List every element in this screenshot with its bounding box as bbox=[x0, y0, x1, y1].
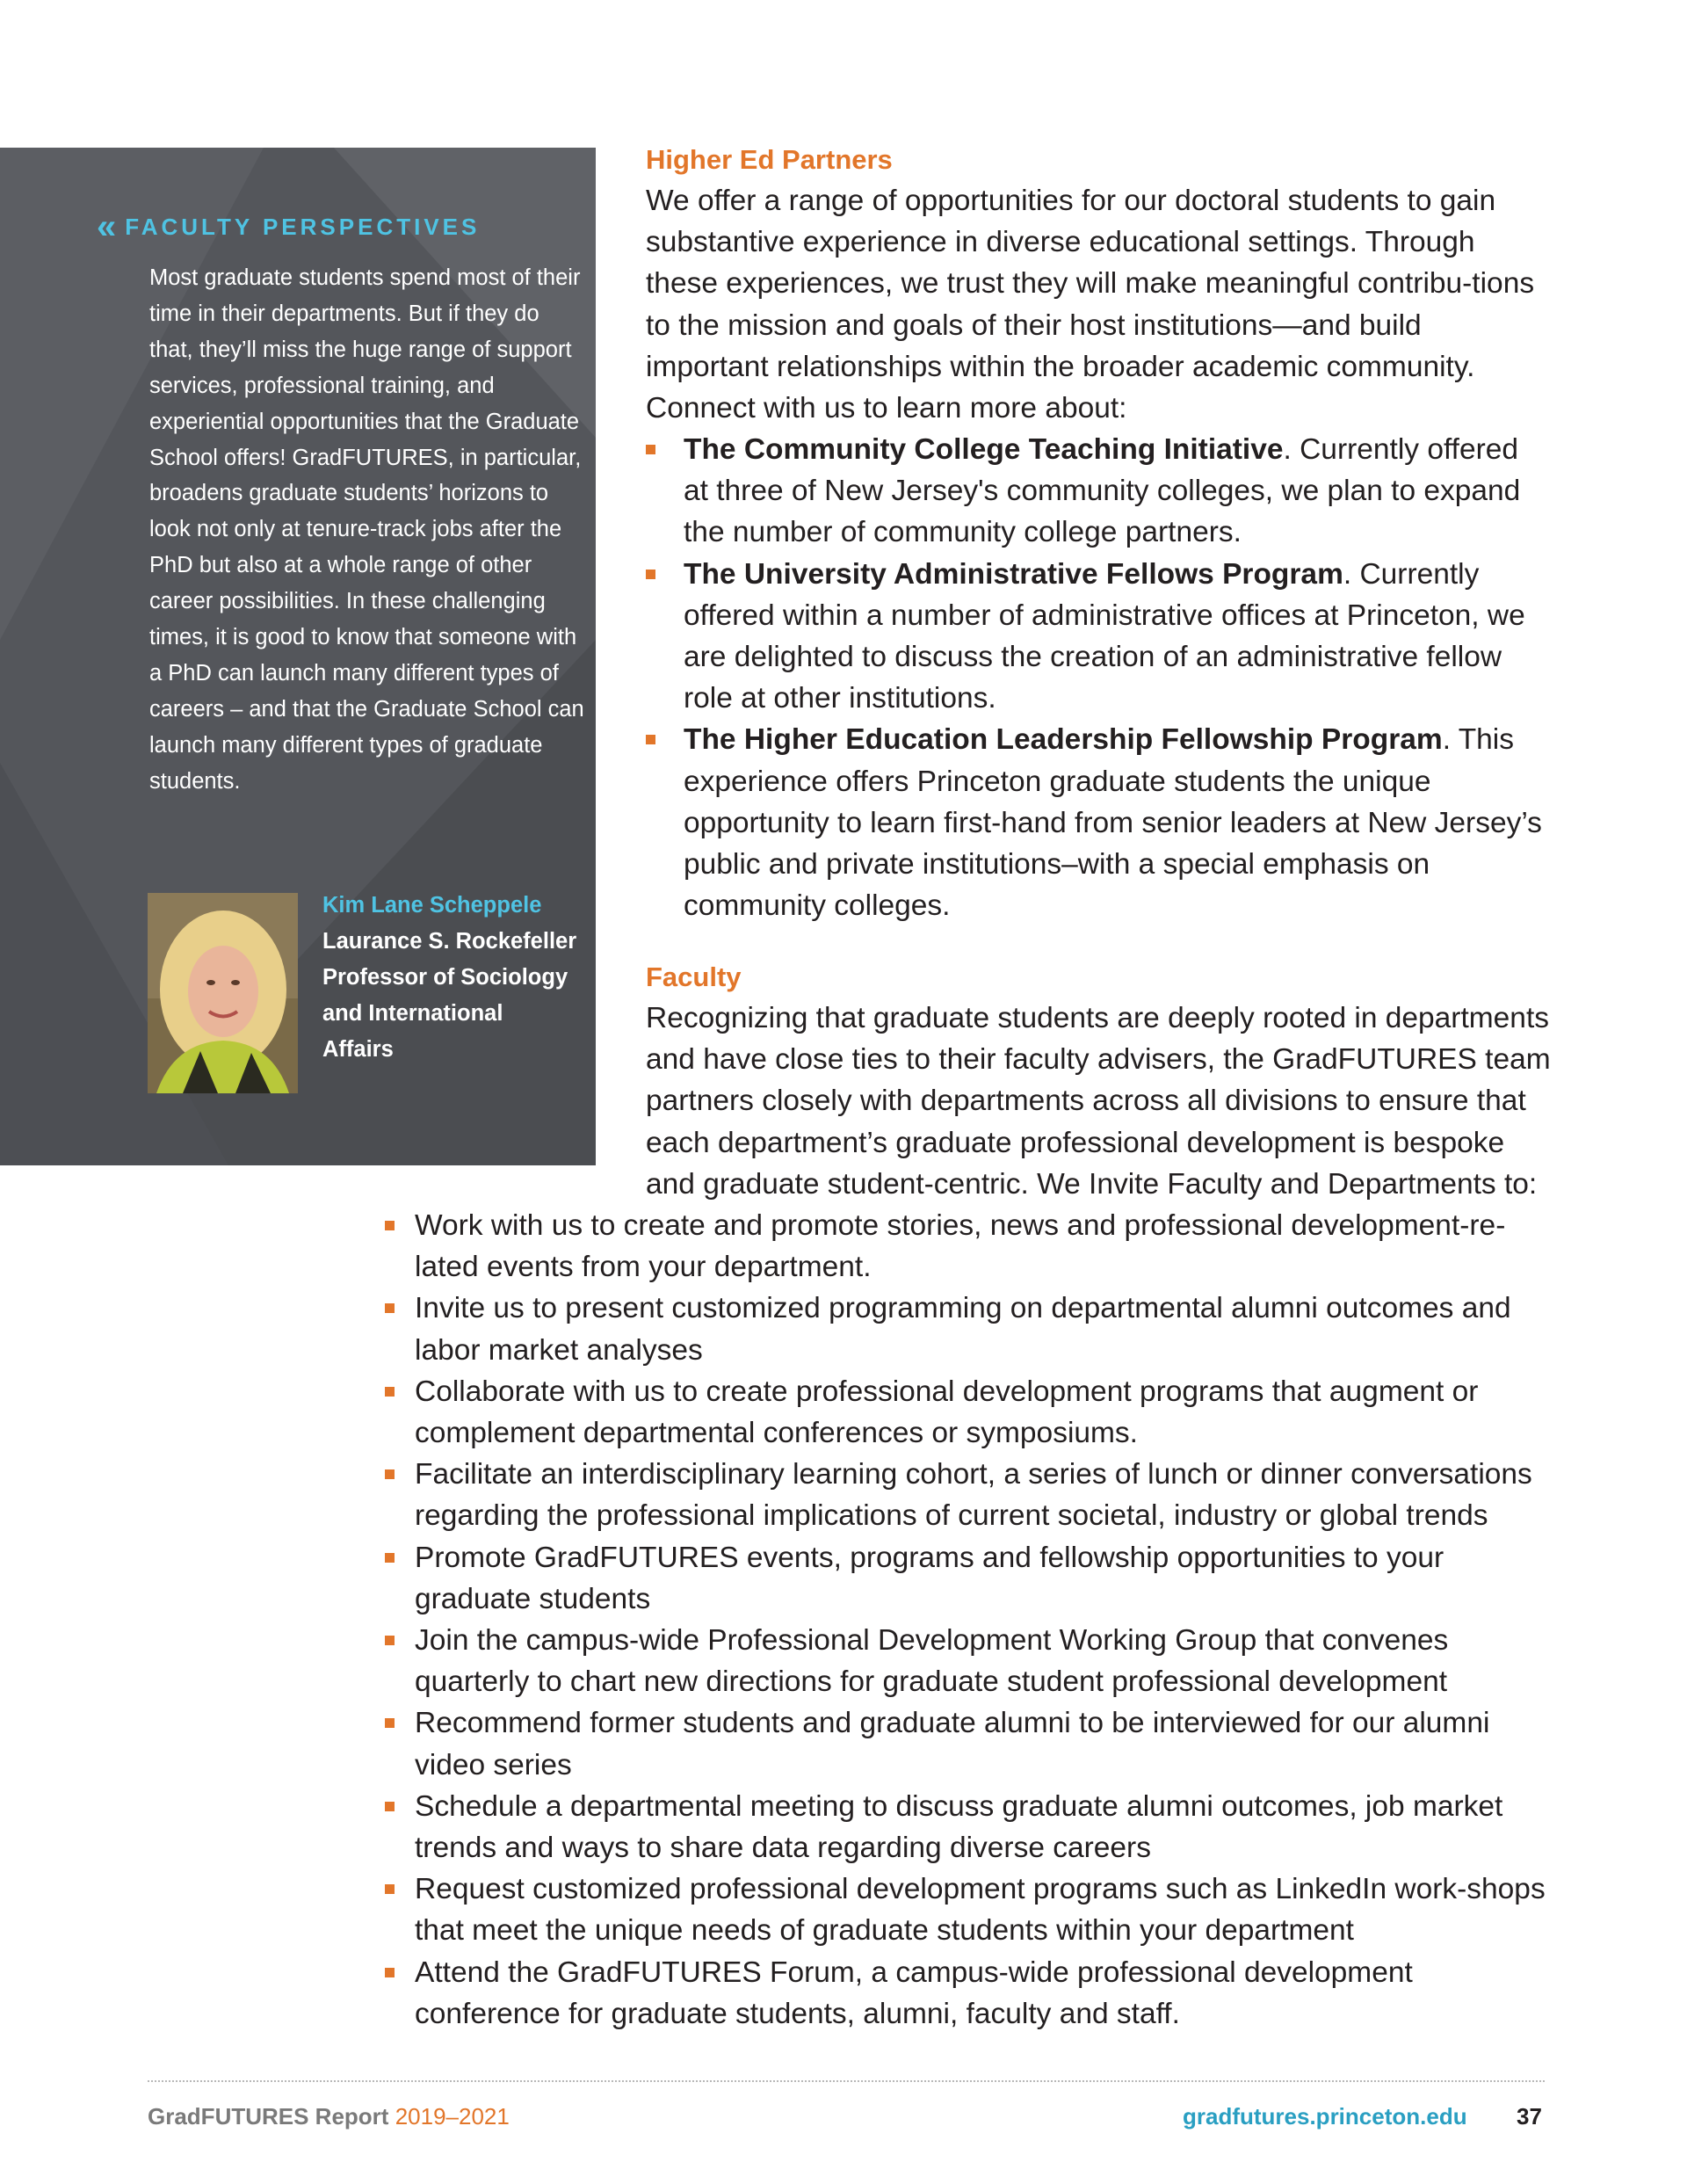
program-name: The Higher Education Leadership Fellowship Program bbox=[684, 723, 1443, 757]
panel-title: FACULTY PERSPECTIVES bbox=[125, 214, 481, 240]
list-item bbox=[415, 1288, 1548, 1370]
square-bullet-icon bbox=[385, 1553, 395, 1563]
program-name: The Community College Teaching Initiative bbox=[684, 433, 1284, 466]
higher-ed-list bbox=[684, 429, 1545, 926]
list-item-text: Invite us to present customized programming on departmental alumni outcomes and labor market analyses bbox=[415, 1292, 1511, 1367]
list-item bbox=[415, 1371, 1548, 1454]
list-item bbox=[684, 719, 1545, 926]
list-item bbox=[415, 1205, 1548, 1288]
list-item-text: Facilitate an interdisciplinary learning cohort, a series of lunch or dinner conversations regarding the professional implications of current societal, industry or global trends bbox=[415, 1458, 1532, 1533]
list-item-text: Schedule a departmental meeting to discuss graduate alumni outcomes, job market trends and ways to share data regarding diverse careers bbox=[415, 1789, 1503, 1865]
program-name: The University Administrative Fellows Program bbox=[684, 557, 1343, 591]
program-description: . Currently offered within a number of administrative offices at Princeton, we are delighted to discuss the creation of an administrative fellow role at other institutions. bbox=[684, 557, 1525, 715]
report-name: GradFUTURES Report bbox=[148, 2103, 389, 2130]
list-item bbox=[415, 1786, 1548, 1868]
program-description: . Currently offered at three of New Jersey's community colleges, we plan to expand the number of community college partners. bbox=[684, 433, 1521, 549]
page-number: 37 bbox=[1517, 2103, 1542, 2130]
list-item-text: Work with us to create and promote stories, news and professional development-re-lated events from your department. bbox=[415, 1209, 1506, 1284]
square-bullet-icon bbox=[385, 1884, 395, 1894]
website-link[interactable]: gradfutures.princeton.edu bbox=[1183, 2103, 1467, 2130]
faculty-quote: Most graduate students spend most of their time in their departments. But if they do that, they’ll miss the huge range of support services, professional training, and experiential opportunities that the Graduate School offers! GradFUTURES, in particular, broadens graduate students’ horizons to look not only at tenure-track jobs after the PhD but also at a whole range of other career possibilities. In these challenging times, it is good to know that someone with a PhD can launch many different types of careers – and that the Graduate School can launch many different types of graduate students. bbox=[149, 265, 584, 794]
list-item-text: Collaborate with us to create professional development programs that augment or complement departmental conferences or symposiums. bbox=[415, 1375, 1479, 1450]
list-item bbox=[415, 1537, 1548, 1620]
list-item bbox=[415, 1952, 1548, 2035]
portrait-photo bbox=[148, 893, 298, 1093]
square-bullet-icon bbox=[385, 1718, 395, 1728]
faculty-list bbox=[415, 1205, 1548, 2035]
faculty-intro: Recognizing that graduate students are deeply rooted in departments and have close ties to their faculty advisers, the GradFUTURES team partners closely with departments across all divisions to ensure that each department’s graduate professional development is bespoke and graduate student-centric. We Invite Faculty and Departments to: bbox=[646, 1002, 1551, 1201]
list-item-text: Request customized professional development programs such as LinkedIn work-shops that meet the unique needs of graduate students within your department bbox=[415, 1873, 1546, 1948]
faculty-perspectives-panel bbox=[0, 148, 596, 1165]
person-title: Laurance S. Rockefeller Professor of Sociology and International Affairs bbox=[322, 929, 577, 1062]
footer-report-title bbox=[148, 2102, 510, 2130]
square-bullet-icon bbox=[646, 445, 655, 454]
program-description: . This experience offers Princeton graduate students the unique opportunity to learn first-hand from senior leaders at New Jersey’s public and private institutions–with a special emphasis on community colleges. bbox=[684, 723, 1542, 923]
list-item bbox=[415, 1454, 1548, 1536]
list-item bbox=[415, 1620, 1548, 1702]
square-bullet-icon bbox=[385, 1636, 395, 1645]
list-item bbox=[684, 429, 1545, 554]
list-item-text: Join the campus-wide Professional Development Working Group that convenes quarterly to chart new directions for graduate student professional development bbox=[415, 1624, 1449, 1699]
panel-heading bbox=[97, 209, 480, 244]
square-bullet-icon bbox=[385, 1469, 395, 1479]
person-name: Kim Lane Scheppele bbox=[322, 893, 542, 918]
list-item bbox=[415, 1702, 1548, 1785]
square-bullet-icon bbox=[385, 1221, 395, 1230]
square-bullet-icon bbox=[385, 1802, 395, 1811]
double-chevron-left-icon: « bbox=[97, 207, 113, 246]
square-bullet-icon bbox=[385, 1303, 395, 1313]
square-bullet-icon bbox=[385, 1387, 395, 1397]
higher-ed-intro: We offer a range of opportunities for our doctoral students to gain substantive experience in diverse educational settings. Through these experiences, we trust they will make meaningful contribu-tions to the mission and goals of their host institutions—and build important relationships within the broader academic community. Connect with us to learn more about: bbox=[646, 185, 1535, 425]
report-years: 2019–2021 bbox=[395, 2103, 510, 2130]
list-item-text: Recommend former students and graduate alumni to be interviewed for our alumni video series bbox=[415, 1707, 1490, 1781]
list-item-text: Promote GradFUTURES events, programs and fellowship opportunities to your graduate students bbox=[415, 1541, 1444, 1615]
list-item bbox=[684, 554, 1545, 720]
list-item bbox=[415, 1868, 1548, 1951]
square-bullet-icon bbox=[646, 570, 655, 579]
higher-ed-heading: Higher Ed Partners bbox=[646, 144, 893, 175]
faculty-heading: Faculty bbox=[646, 961, 742, 992]
square-bullet-icon bbox=[385, 1968, 395, 1977]
square-bullet-icon bbox=[646, 735, 655, 744]
footer-divider bbox=[148, 2080, 1545, 2082]
list-item-text: Attend the GradFUTURES Forum, a campus-wide professional development conference for graduate students, alumni, faculty and staff. bbox=[415, 1955, 1413, 2030]
